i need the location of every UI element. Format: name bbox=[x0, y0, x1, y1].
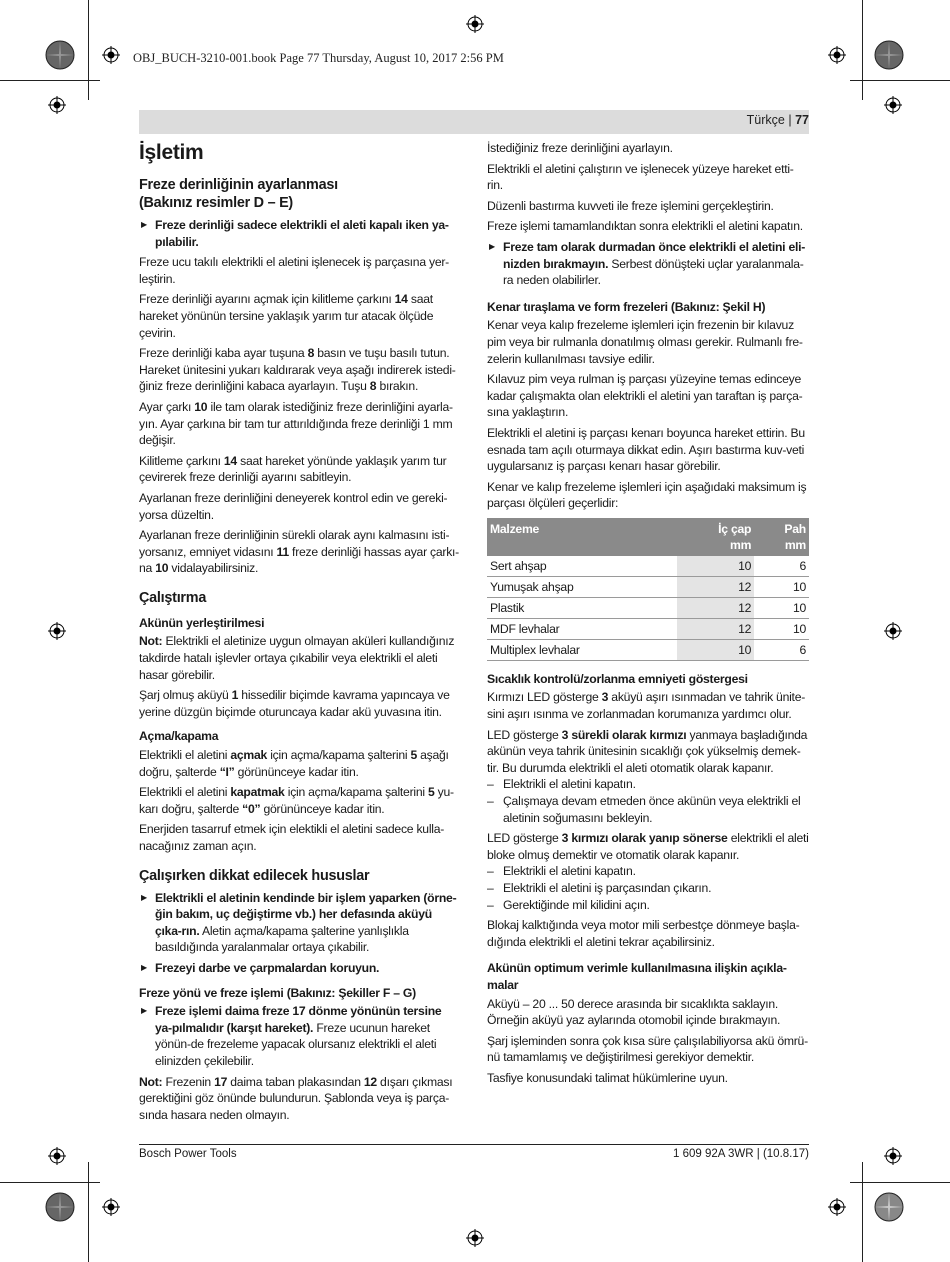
workpiece-dimensions-table bbox=[487, 518, 809, 661]
subheading-battery: Akünün yerleştirilmesi bbox=[139, 615, 265, 630]
list-item: – Gerektiğinde mil kilidini açın. bbox=[487, 897, 809, 914]
table-header-inner-diameter: İç çap mm bbox=[677, 518, 754, 556]
crop-line bbox=[850, 1182, 950, 1183]
paragraph: Ayarlanan freze derinliğinin sürekli olarak aynı kalmasını isti-yorsanız, emniyet vidasını 11 freze derinliği hassas ayar çarkı-na 10 vidalayabilirsiniz. bbox=[139, 528, 459, 576]
section-heading-milling-depth: Freze derinliğinin ayarlanması (Bakınız resimler D – E) bbox=[139, 177, 338, 211]
warning-item: ▶ Frezeyi darbe ve çarpmalardan koruyun. bbox=[139, 960, 461, 977]
registration-mark-icon bbox=[48, 622, 66, 640]
paragraph: Tasfiye konusundaki talimat hükümlerine uyun. bbox=[487, 1070, 728, 1085]
subheading-direction: Freze yönü ve freze işlemi (Bakınız: Şekiller F – G) bbox=[139, 985, 416, 1000]
color-target-icon bbox=[45, 1192, 75, 1222]
registration-mark-icon bbox=[884, 96, 902, 114]
note: Not: Elektrikli el aletinize uygun olmayan aküleri kullandığınız takdirde hatalı işlevler ortaya çıkabilir veya elektrikli el aleti hasar görebilir. bbox=[139, 634, 455, 682]
paragraph: Düzenli bastırma kuvveti ile freze işlemini gerçekleştirin. bbox=[487, 198, 774, 213]
section-heading-working-notes: Çalışırken dikkat edilecek hususlar bbox=[139, 867, 370, 884]
crop-line bbox=[850, 80, 950, 81]
subheading-edge-trimming: Kenar tıraşlama ve form frezeleri (Bakınız: Şekil H) bbox=[487, 299, 766, 314]
right-column bbox=[487, 140, 809, 1091]
registration-mark-icon bbox=[48, 96, 66, 114]
header-language: Türkçe bbox=[746, 113, 785, 127]
paragraph: Kırmızı LED gösterge 3 aküyü aşırı ısınmadan ve tahrik ünite-sini aşırı ısınma ve zorlanmadan korumanıza yardımcı olur. bbox=[487, 690, 806, 722]
crop-line bbox=[862, 1162, 863, 1262]
registration-mark-icon bbox=[48, 1147, 66, 1165]
paragraph: Elektrikli el aletini kapatmak için açma/kapama şalterini 5 yu-karı doğru, şalterde “0” görününceye kadar itin. bbox=[139, 785, 454, 816]
color-target-icon bbox=[45, 40, 75, 70]
list-item: – Elektrikli el aletini kapatın. bbox=[487, 863, 809, 880]
list-item: – Elektrikli el aletini iş parçasından çıkarın. bbox=[487, 880, 809, 897]
paragraph: LED gösterge 3 kırmızı olarak yanıp sönerse elektrikli el aleti bloke olmuş demektir ve otomatik olarak kapanır. bbox=[487, 831, 809, 862]
paragraph: Blokaj kalktığında veya motor mili serbestçe dönmeye başla-dığında elektrikli el aletini tekrar açabilirsiniz. bbox=[487, 918, 800, 949]
registration-mark-icon bbox=[466, 15, 484, 33]
table-row: Sert ahşap 10 6 bbox=[487, 556, 809, 577]
crop-line bbox=[88, 1162, 89, 1262]
subheading-battery-optimum: Akünün optimum verimle kullanılmasına ilişkin açıkla-malar bbox=[487, 961, 787, 992]
registration-mark-icon bbox=[884, 622, 902, 640]
table-header-chamfer: Pah mm bbox=[754, 518, 809, 556]
section-heading-operation: Çalıştırma bbox=[139, 589, 207, 606]
paragraph: Şarj olmuş aküyü 1 hissedilir biçimde kavrama yapıncaya ve yerine düzgün biçimde oturuncaya kadar akü yuvasına itin. bbox=[139, 688, 450, 719]
crop-line bbox=[88, 0, 89, 100]
left-column bbox=[139, 140, 461, 1127]
book-info-line: OBJ_BUCH-3210-001.book Page 77 Thursday, August 10, 2017 2:56 PM bbox=[133, 51, 504, 65]
warning-item: ▶ Freze işlemi daima freze 17 dönme yönünün tersine ya-pılmalıdır (karşıt hareket). Freze ucunun hareket yönün-de frezeleme yapacak olursanız elektrikli el aleti elinizden çekilebilir. bbox=[139, 1003, 461, 1069]
table-row: MDF levhalar 12 10 bbox=[487, 618, 809, 639]
table-header-material: Malzeme bbox=[487, 518, 677, 556]
list-item: – Elektrikli el aletini kapatın. bbox=[487, 776, 809, 793]
table-row: Multiplex levhalar 10 6 bbox=[487, 639, 809, 660]
table-row: Yumuşak ahşap 12 10 bbox=[487, 576, 809, 597]
registration-mark-icon bbox=[828, 1198, 846, 1216]
page-header-label bbox=[747, 113, 809, 127]
warning-item: ▶ Freze tam olarak durmadan önce elektrikli el aletini eli-nizden bırakmayın. Serbest dönüşteki uçlar yaralanmala-ra neden olabilirler. bbox=[487, 239, 809, 289]
paragraph: Ayar çarkı 10 ile tam olarak istediğiniz freze derinliğini ayarla-yın. Ayar çarkına bir tam tur attırıldığında freze derinliği 1 mm değişir. bbox=[139, 399, 453, 448]
footer-doc-number: 1 609 92A 3WR | (10.8.17) bbox=[673, 1148, 809, 1160]
color-target-icon bbox=[874, 40, 904, 70]
paragraph: Kilitleme çarkını 14 saat hareket yönünde yaklaşık yarım tur çevirerek freze derinliği ayarını sabitleyin. bbox=[139, 453, 447, 485]
paragraph: Enerjiden tasarruf etmek için elektikli el aletini sadece kulla-nacağınız zaman açın. bbox=[139, 822, 445, 853]
paragraph: Elektrikli el aletini iş parçası kenarı boyunca hareket ettirin. Bu esnada tam açılı oturmaya dikkat edin. Aşırı bastırma kuv-veti uygularsanız iş parçası kenarı hasar görebilir. bbox=[487, 425, 805, 474]
footer-brand: Bosch Power Tools bbox=[139, 1148, 237, 1160]
page-number: 77 bbox=[795, 113, 809, 127]
registration-mark-icon bbox=[828, 46, 846, 64]
paragraph: LED gösterge 3 sürekli olarak kırmızı yanmaya başladığında akünün veya tahrik ünitesinin sıcaklığı çok yükselmiş demek-tir. Bu durumda elektrikli el aleti otomatik olarak kapanır. bbox=[487, 727, 808, 775]
subheading-on-off: Açma/kapama bbox=[139, 729, 219, 744]
table-row: Plastik 12 10 bbox=[487, 597, 809, 618]
crop-line bbox=[0, 80, 100, 81]
paragraph: Kenar veya kalıp frezeleme işlemleri için frezenin bir kılavuz pim veya bir rulmanla donatılmış olması gerekir. Rulmanlı fre-zelerin kullanılması tavsiye edilir. bbox=[487, 318, 803, 366]
paragraph: Elektrikli el aletini açmak için açma/kapama şalterini 5 aşağı doğru, şalterde “I” görününceye kadar itin. bbox=[139, 748, 449, 779]
crop-line bbox=[862, 0, 863, 100]
list-item: – Çalışmaya devam etmeden önce akünün veya elektrikli el aletinin soğumasını bekleyin. bbox=[487, 793, 809, 826]
header-bar bbox=[139, 110, 809, 134]
paragraph: Kenar ve kalıp frezeleme işlemleri için aşağıdaki maksimum iş parçası ölçüleri geçerlidir: bbox=[487, 479, 807, 511]
paragraph: Freze ucu takılı elektrikli el aletini işlenecek iş parçasına yer-leştirin. bbox=[139, 255, 449, 286]
registration-mark-icon bbox=[466, 1229, 484, 1247]
subheading-temperature: Sıcaklık kontrolü/zorlanma emniyeti göstergesi bbox=[487, 671, 748, 686]
paragraph: Freze derinliği ayarını açmak için kilitleme çarkını 14 saat hareket yönünün tersine yaklaşık yarım tur atacak ölçüde çevirin. bbox=[139, 292, 434, 340]
paragraph: Ayarlanan freze derinliğini deneyerek kontrol edin ve gereki-yorsa düzeltin. bbox=[139, 490, 448, 522]
color-target-icon bbox=[874, 1192, 904, 1222]
header-separator: | bbox=[788, 113, 792, 127]
paragraph: Elektrikli el aletini çalıştırın ve işlenecek yüzeye hareket etti-rin. bbox=[487, 161, 794, 193]
crop-line bbox=[0, 1182, 100, 1183]
paragraph: İstediğiniz freze derinliğini ayarlayın. bbox=[487, 141, 673, 155]
warning-item: ▶ Freze derinliği sadece elektrikli el aleti kapalı iken ya-pılabilir. bbox=[139, 217, 461, 250]
note: Not: Frezenin 17 daima taban plakasından 12 dışarı çıkması gerektiğini göz önünde bulundurun. Şablonda veya iş parça-sında hasara neden olmayın. bbox=[139, 1074, 453, 1122]
registration-mark-icon bbox=[102, 1198, 120, 1216]
paragraph: Freze işlemi tamamlandıktan sonra elektrikli el aletini kapatın. bbox=[487, 219, 803, 234]
paragraph: Aküyü – 20 ... 50 derece arasında bir sıcaklıkta saklayın. Örneğin aküyü yaz aylarında otomobil içinde bırakmayın. bbox=[487, 996, 781, 1028]
paragraph: Kılavuz pim veya rulman iş parçası yüzeyine temas edinceye kadar çalışmakta olan elektrikli el aletini yan taraftan iş parça-sına yaklaştırın. bbox=[487, 372, 803, 420]
paragraph: Şarj işleminden sonra çok kısa süre çalışılabiliyorsa akü ömrü-nü tamamlamış ve değiştirilmesi gerekiyor demektir. bbox=[487, 1033, 808, 1065]
registration-mark-icon bbox=[102, 46, 120, 64]
warning-item: ▶ Elektrikli el aletinin kendinde bir işlem yaparken (örne-ğin bakım, uç değiştirme vb.) her defasında aküyü çıka-rın. Aletin açma/kapama şalterine yanlışlıkla basıldığında yaralanmalar ortaya çıkabilir. bbox=[139, 890, 461, 956]
registration-mark-icon bbox=[884, 1147, 902, 1165]
footer-rule bbox=[139, 1144, 809, 1145]
paragraph: Freze derinliği kaba ayar tuşuna 8 basın ve tuşu basılı tutun. Hareket ünitesini yukarı kaldırarak veya aşağı indirerek istedi-ğiniz freze derinliğini kabaca ayarlayın. Tuşu 8 bırakın. bbox=[139, 346, 456, 394]
table-header-row bbox=[487, 518, 809, 556]
page-title: İşletim bbox=[139, 141, 204, 164]
